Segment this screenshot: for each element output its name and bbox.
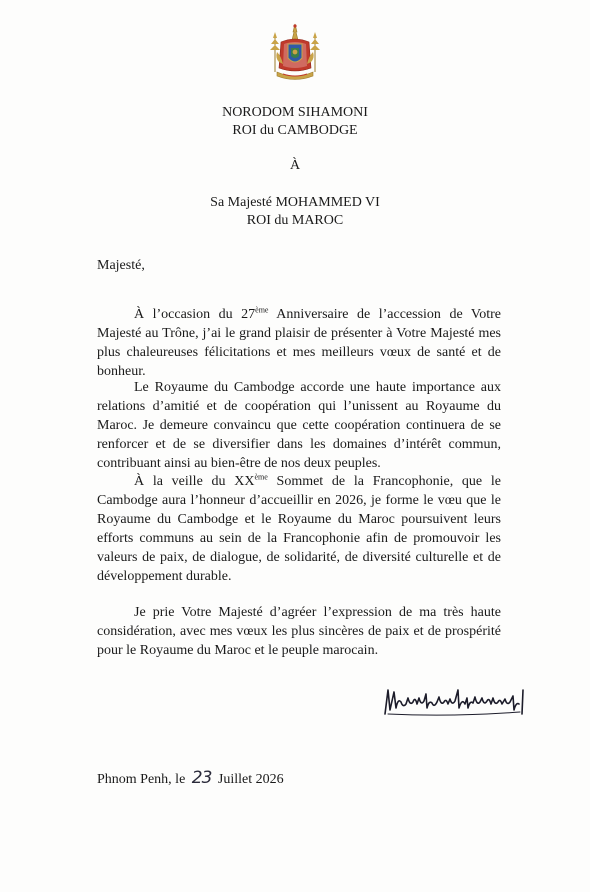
royal-crest-icon bbox=[263, 22, 327, 84]
paragraph-3-start: À la veille du XX bbox=[134, 474, 255, 489]
paragraph-1-superscript: ème bbox=[255, 305, 269, 315]
recipient-title: ROI du MAROC bbox=[246, 213, 344, 228]
date-month-year: Juillet 2026 bbox=[217, 772, 284, 787]
paragraph-3-rest: Sommet de la Francophonie, que le Cambodge aura l’honneur d’accueillir en 2026, je forme le vœu que le Royaume du Cambodge et le Royaume du Maroc poursuivent leurs efforts communs au sein de la Francophonie afin de promouvoir les valeurs de paix, de dialogue, de solidarité, de diversité culturelle et de développement durable. bbox=[97, 474, 501, 584]
salutation: Majesté, bbox=[97, 258, 145, 273]
sender-title: ROI du CAMBODGE bbox=[232, 123, 358, 138]
paragraph-4: Je prie Votre Majesté d’agréer l’expression de ma très haute considération, avec mes vœux les plus sincères de paix et de prospérité pour le Royaume du Maroc et le peuple marocain. bbox=[97, 605, 501, 658]
sender-name: NORODOM SIHAMONI bbox=[222, 105, 368, 120]
date-line bbox=[97, 768, 284, 790]
paragraph-1-start: À l’occasion du 27 bbox=[134, 307, 256, 322]
paragraph-1 bbox=[97, 305, 501, 381]
recipient-name: Sa Majesté MOHAMMED VI bbox=[210, 195, 380, 210]
paragraph-1-rest: Anniversaire de l’accession de Votre Majesté au Trône, j’ai le grand plaisir de présenter à Votre Majesté mes plus chaleureuses félicitations et mes meilleurs vœux de santé et de bonheur. bbox=[97, 307, 501, 379]
date-place: Phnom Penh, le bbox=[97, 772, 186, 787]
paragraph-2: Le Royaume du Cambodge accorde une haute importance aux relations d’amitié et de coopération qui l’unissent au Royaume du Maroc. Je demeure convaincu que cette coopération continuera de se renforcer et de se diversifier dans les domaines d’intérêt commun, contribuant ainsi au bien-être de nos deux peuples. bbox=[97, 380, 501, 471]
to-line: À bbox=[289, 158, 301, 173]
paragraph-3-superscript: ème bbox=[254, 472, 268, 482]
handwritten-signature bbox=[382, 684, 532, 716]
paragraph-3 bbox=[97, 472, 501, 586]
date-day-handwritten: 23 bbox=[191, 768, 212, 788]
